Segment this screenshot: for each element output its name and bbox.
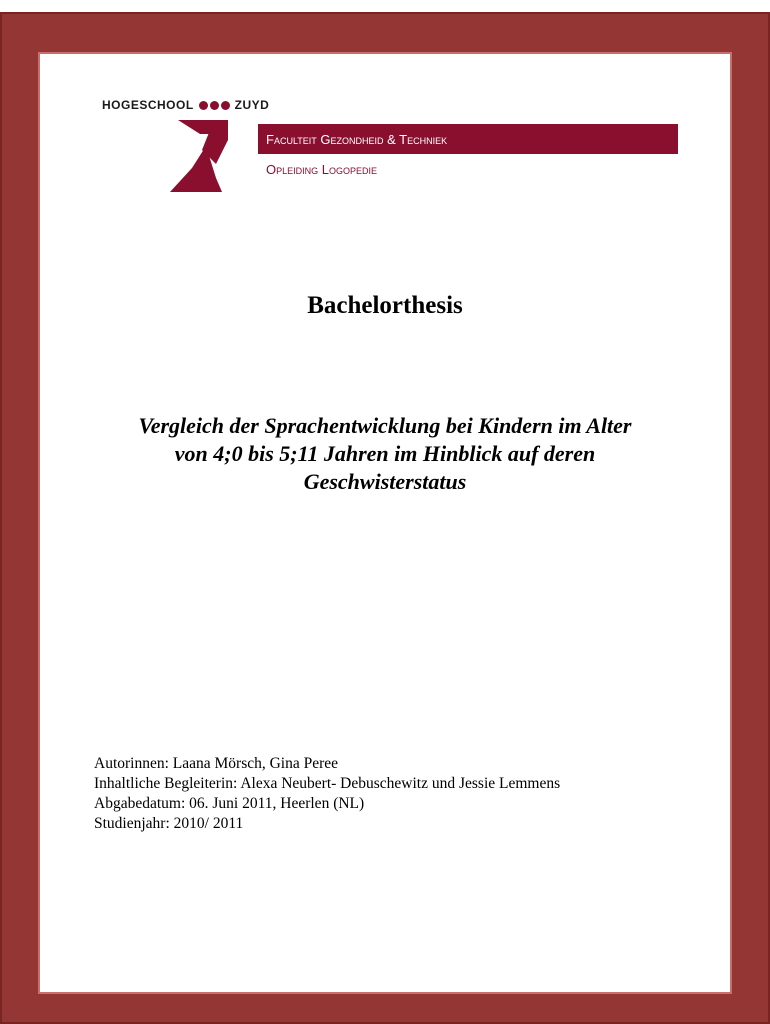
logo-dot (221, 101, 230, 110)
cover-sheet (38, 52, 732, 994)
logo-dot (210, 101, 219, 110)
faculty-banner: Faculteit Gezondheid & Techniek (258, 124, 678, 154)
program-name: Opleiding Logopedie (266, 162, 377, 177)
logo-school-suffix: ZUYD (234, 98, 270, 112)
supervisors-line: Inhaltliche Begleiterin: Alexa Neubert- Debuschewitz und Jessie Lemmens (94, 775, 561, 792)
logo-dots-icon (199, 101, 230, 110)
document-subtitle (70, 412, 700, 496)
logo-dot (199, 101, 208, 110)
logo-z-top-shape (178, 120, 214, 134)
thesis-info-block (94, 754, 560, 834)
authors-line: Autorinnen: Laana Mörsch, Gina Peree (94, 755, 339, 772)
study-year-line: Studienjahr: 2010/ 2011 (94, 815, 244, 832)
subtitle-line-3: Geschwisterstatus (303, 469, 467, 494)
page-border-frame (0, 12, 770, 1024)
submission-date-line: Abgabedatum: 06. Juni 2011, Heerlen (NL) (94, 795, 365, 812)
subtitle-line-2: von 4;0 bis 5;11 Jahren im Hinblick auf deren (174, 441, 596, 466)
logo-z-mark-icon (170, 120, 242, 192)
document-title: Bachelorthesis (307, 292, 463, 319)
logo-school-name: HOGESCHOOL (102, 98, 194, 112)
institution-logo (102, 96, 702, 186)
logo-wordmark (102, 96, 269, 114)
subtitle-line-1: Vergleich der Sprachentwicklung bei Kindern im Alter (138, 413, 632, 438)
